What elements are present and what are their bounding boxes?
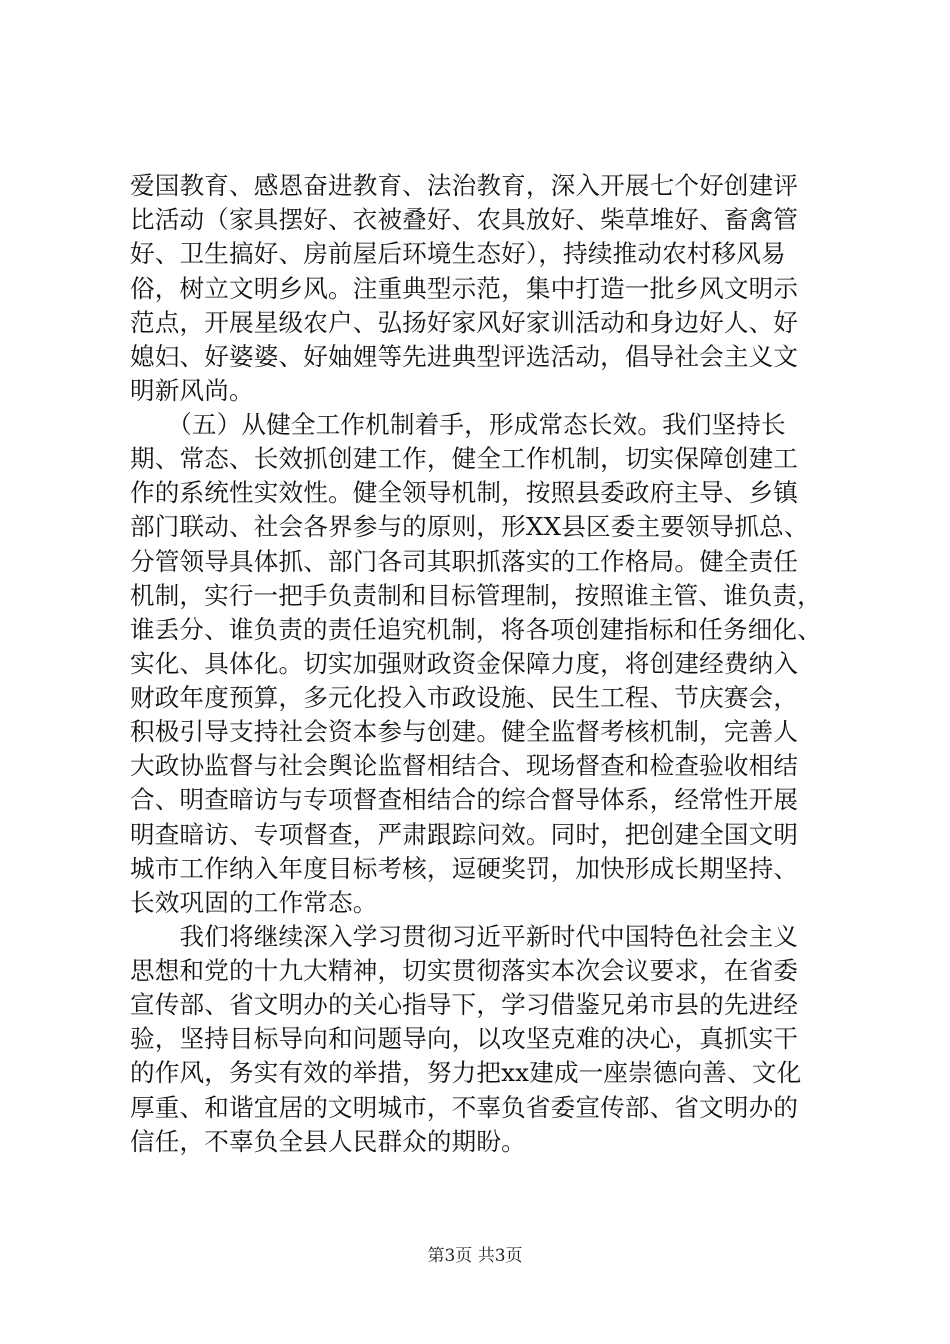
text-line: 城市工作纳入年度目标考核，逗硬奖罚，加快形成长期坚持、: [130, 854, 799, 883]
text-line: 的作风，务实有效的举措，努力把xx建成一座崇德向善、文化: [130, 1058, 802, 1087]
text-line: 分管领导具体抓、部门各司其职抓落实的工作格局。健全责任: [130, 547, 799, 576]
text-line: 机制，实行一把手负责制和目标管理制，按照谁主管、谁负责，: [130, 581, 822, 610]
text-line: 我们将继续深入学习贯彻习近平新时代中国特色社会主义: [130, 922, 799, 951]
text-line: 宣传部、省文明办的关心指导下，学习借鉴兄弟市县的先进经: [130, 990, 799, 1019]
text-line: 验，坚持目标导向和问题导向，以攻坚克难的决心，真抓实干: [130, 1024, 799, 1053]
text-line: 部门联动、社会各界参与的原则，形XX县区委主要领导抓总、: [130, 512, 809, 541]
text-line: 财政年度预算，多元化投入市政设施、民生工程、节庆赛会，: [130, 683, 799, 712]
text-line: 合、明查暗访与专项督查相结合的综合督导体系，经常性开展: [130, 785, 799, 814]
text-line: 比活动（家具摆好、衣被叠好、农具放好、柴草堆好、畜禽管: [130, 205, 799, 234]
text-line: 明新风尚。: [130, 376, 254, 405]
text-line: 范点，开展星级农户、弘扬好家风好家训活动和身边好人、好: [130, 308, 799, 337]
text-line: 谁丢分、谁负责的责任追究机制，将各项创建指标和任务细化、: [130, 615, 822, 644]
text-line: 明查暗访、专项督查，严肃跟踪问效。同时，把创建全国文明: [130, 820, 799, 849]
text-line: 大政协监督与社会舆论监督相结合、现场督查和检查验收相结: [130, 751, 799, 780]
text-line: （五）从健全工作机制着手，形成常态长效。我们坚持长: [130, 410, 786, 439]
text-line: 期、常态、长效抓创建工作，健全工作机制，切实保障创建工: [130, 444, 799, 473]
text-line: 思想和党的十九大精神，切实贯彻落实本次会议要求，在省委: [130, 956, 799, 985]
text-line: 好、卫生搞好、房前屋后环境生态好），持续推动农村移风易: [130, 239, 786, 268]
text-line: 实化、具体化。切实加强财政资金保障力度，将创建经费纳入: [130, 649, 799, 678]
text-line: 作的系统性实效性。健全领导机制，按照县委政府主导、乡镇: [130, 478, 799, 507]
text-line: 爱国教育、感恩奋进教育、法治教育，深入开展七个好创建评: [130, 171, 799, 200]
text-line: 积极引导支持社会资本参与创建。健全监督考核机制，完善人: [130, 717, 799, 746]
text-line: 厚重、和谐宜居的文明城市，不辜负省委宣传部、省文明办的: [130, 1093, 799, 1122]
text-line: 俗，树立文明乡风。注重典型示范，集中打造一批乡风文明示: [130, 274, 799, 303]
text-line: 长效巩固的工作常态。: [130, 888, 378, 917]
text-line: 信任，不辜负全县人民群众的期盼。: [130, 1127, 526, 1156]
page-number-footer: 第3页 共3页: [427, 1246, 523, 1266]
text-line: 媳妇、好婆婆、好妯娌等先进典型评选活动，倡导社会主义文: [130, 342, 799, 371]
